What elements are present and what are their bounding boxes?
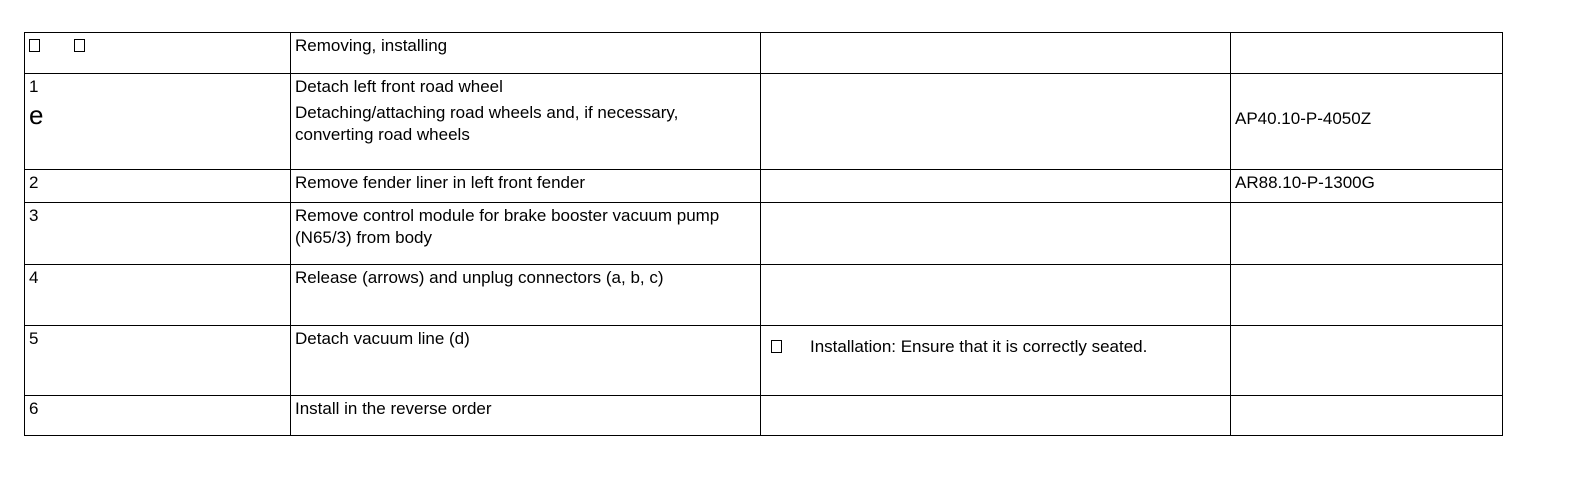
step-text: Detach left front road wheel	[295, 77, 503, 96]
table-header-row	[25, 33, 1503, 74]
table-row	[25, 396, 1503, 436]
step-ref-cell	[1231, 396, 1503, 436]
step-number-cell	[25, 74, 291, 170]
header-icons-cell	[25, 33, 291, 74]
table-row	[25, 74, 1503, 170]
step-subtext: Detaching/attaching road wheels and, if necessary, converting road wheels	[295, 103, 679, 144]
step-note-cell	[761, 265, 1231, 326]
step-number: 3	[25, 203, 291, 265]
header-title: Removing, installing	[291, 33, 761, 74]
step-text: Detach vacuum line (d)	[291, 326, 761, 396]
header-empty-cell	[1231, 33, 1503, 74]
step-ref-cell	[1231, 203, 1503, 265]
step-note-cell	[761, 203, 1231, 265]
step-text: Remove control module for brake booster vacuum pump (N65/3) from body	[291, 203, 761, 265]
document-reference-link[interactable]: AR88.10-P-1300G	[1231, 170, 1503, 203]
step-number: 1	[29, 77, 39, 96]
step-number: 4	[25, 265, 291, 326]
procedure-table	[24, 32, 1503, 436]
step-number: 6	[25, 396, 291, 436]
table-row	[25, 265, 1503, 326]
step-text: Release (arrows) and unplug connectors (a, b, c)	[291, 265, 761, 326]
step-ref-cell	[1231, 326, 1503, 396]
step-text-cell	[291, 74, 761, 170]
info-box-icon	[29, 39, 40, 52]
step-ref-cell	[1231, 265, 1503, 326]
note-box-icon	[74, 39, 85, 52]
table-row	[25, 170, 1503, 203]
table-row	[25, 326, 1503, 396]
step-note-cell	[761, 170, 1231, 203]
note-box-icon	[771, 340, 782, 353]
step-number: 5	[25, 326, 291, 396]
step-number: 2	[25, 170, 291, 203]
step-note-text: Installation: Ensure that it is correctly seated.	[810, 337, 1148, 356]
step-ref-cell	[1231, 74, 1503, 170]
step-note-cell	[761, 74, 1231, 170]
step-note-cell	[761, 396, 1231, 436]
step-note-cell	[761, 326, 1231, 396]
step-symbol: e	[29, 100, 44, 130]
header-empty-cell	[761, 33, 1231, 74]
step-text: Install in the reverse order	[291, 396, 761, 436]
table-row	[25, 203, 1503, 265]
step-text: Remove fender liner in left front fender	[291, 170, 761, 203]
document-reference-link[interactable]: AP40.10-P-4050Z	[1235, 109, 1372, 128]
